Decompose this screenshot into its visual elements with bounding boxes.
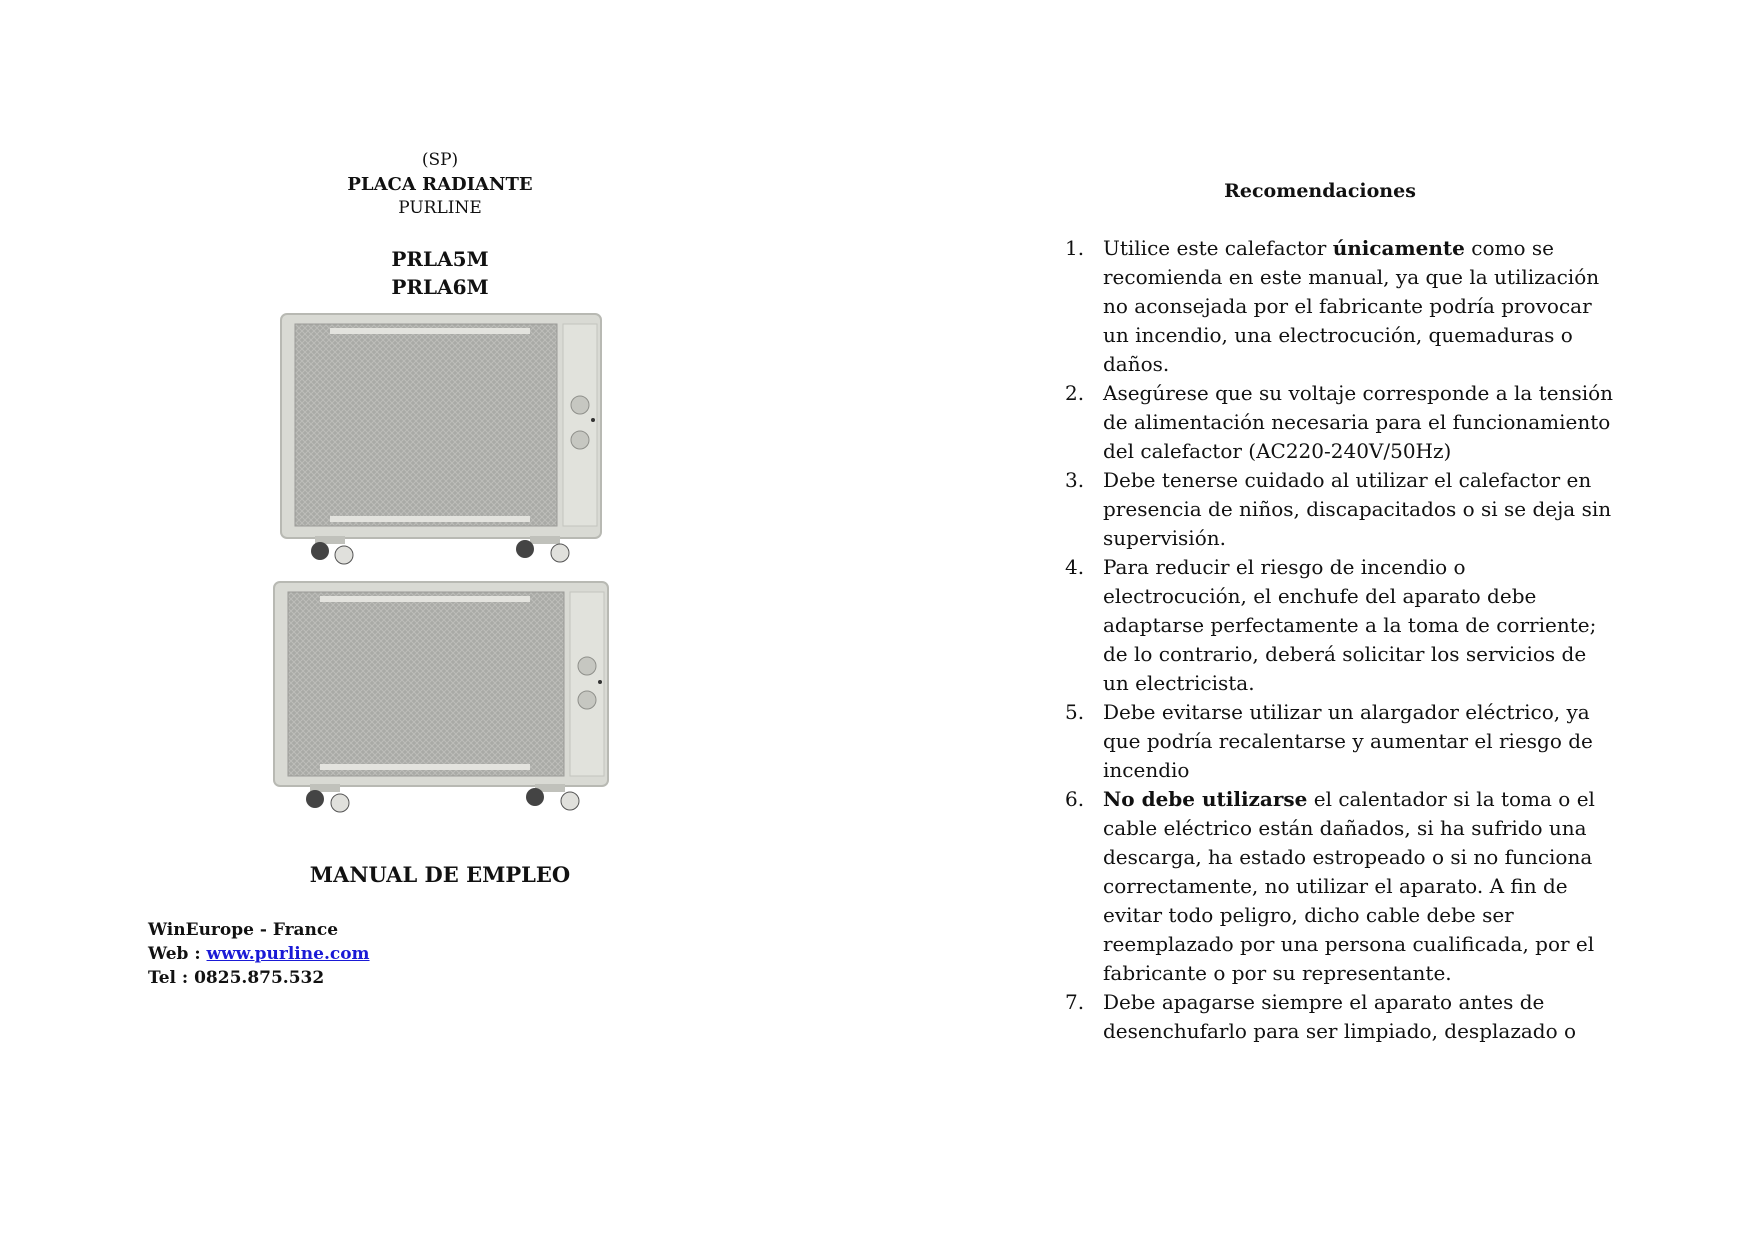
list-item [1065, 379, 1615, 466]
item-text: como se recomienda en este manual, ya que la utilización no aconsejada por el fabricante podría provocar un incendio, una electrocución, quemaduras o daños. [1103, 236, 1600, 376]
item-text: Debe evitarse utilizar un alargador eléctrico, ya que podría recalentarse y aumentar el riesgo de incendio [1103, 700, 1593, 782]
item-text: Debe tenerse cuidado al utilizar el calefactor en presencia de niños, discapacitados o si se deja sin supervisión. [1103, 468, 1612, 550]
item-text: Utilice este calefactor [1103, 236, 1333, 260]
list-item [1065, 988, 1615, 1046]
recommendations-title: Recomendaciones [1224, 180, 1416, 202]
list-item [1065, 234, 1615, 379]
item-number: 2. [1065, 381, 1085, 405]
website-link[interactable]: www.purline.com [206, 944, 370, 964]
item-number: 1. [1065, 236, 1085, 260]
heater-image [270, 578, 612, 818]
item-text: Debe apagarse siempre el aparato antes de desenchufarlo para ser limpiado, desplazado o [1103, 990, 1577, 1043]
item-number: 7. [1065, 990, 1085, 1014]
web-label: Web : [148, 944, 207, 964]
heater-image [275, 310, 607, 570]
model-name: PRLA6M [391, 275, 489, 299]
list-item [1065, 698, 1615, 785]
list-item [1065, 785, 1615, 988]
recommendations-list [1065, 234, 1615, 1046]
phone-line: Tel : 0825.875.532 [148, 968, 325, 988]
product-type: PLACA RADIANTE [347, 174, 533, 195]
model-name: PRLA5M [391, 247, 489, 271]
manual-title: MANUAL DE EMPLEO [309, 862, 571, 887]
item-emphasis: No debe utilizarse [1103, 787, 1308, 811]
item-emphasis: únicamente [1332, 236, 1465, 260]
item-number: 4. [1065, 555, 1085, 579]
language-code: (SP) [421, 150, 459, 170]
company-name: WinEurope - France [148, 920, 339, 940]
item-text: Asegúrese que su voltaje corresponde a la tensión de alimentación necesaria para el funcionamiento del calefactor (AC220-240V/50Hz) [1103, 381, 1614, 463]
item-text: Para reducir el riesgo de incendio o electrocución, el enchufe del aparato debe adaptarse perfectamente a la toma de corriente; de lo contrario, deberá solicitar los servicios de un electricista. [1103, 555, 1597, 695]
brand-name: PURLINE [398, 198, 482, 218]
item-text: el calentador si la toma o el cable eléctrico están dañados, si ha sufrido una descarga, ha estado estropeado o si no funciona correctamente, no utilizar el aparato. A fin de evitar todo peligro, dicho cable debe ser reemplazado por una persona cualificada, por el fabricante o por su representante. [1103, 787, 1595, 985]
list-item [1065, 466, 1615, 553]
item-number: 6. [1065, 787, 1085, 811]
item-number: 5. [1065, 700, 1085, 724]
item-number: 3. [1065, 468, 1085, 492]
web-line [148, 944, 370, 964]
list-item [1065, 553, 1615, 698]
